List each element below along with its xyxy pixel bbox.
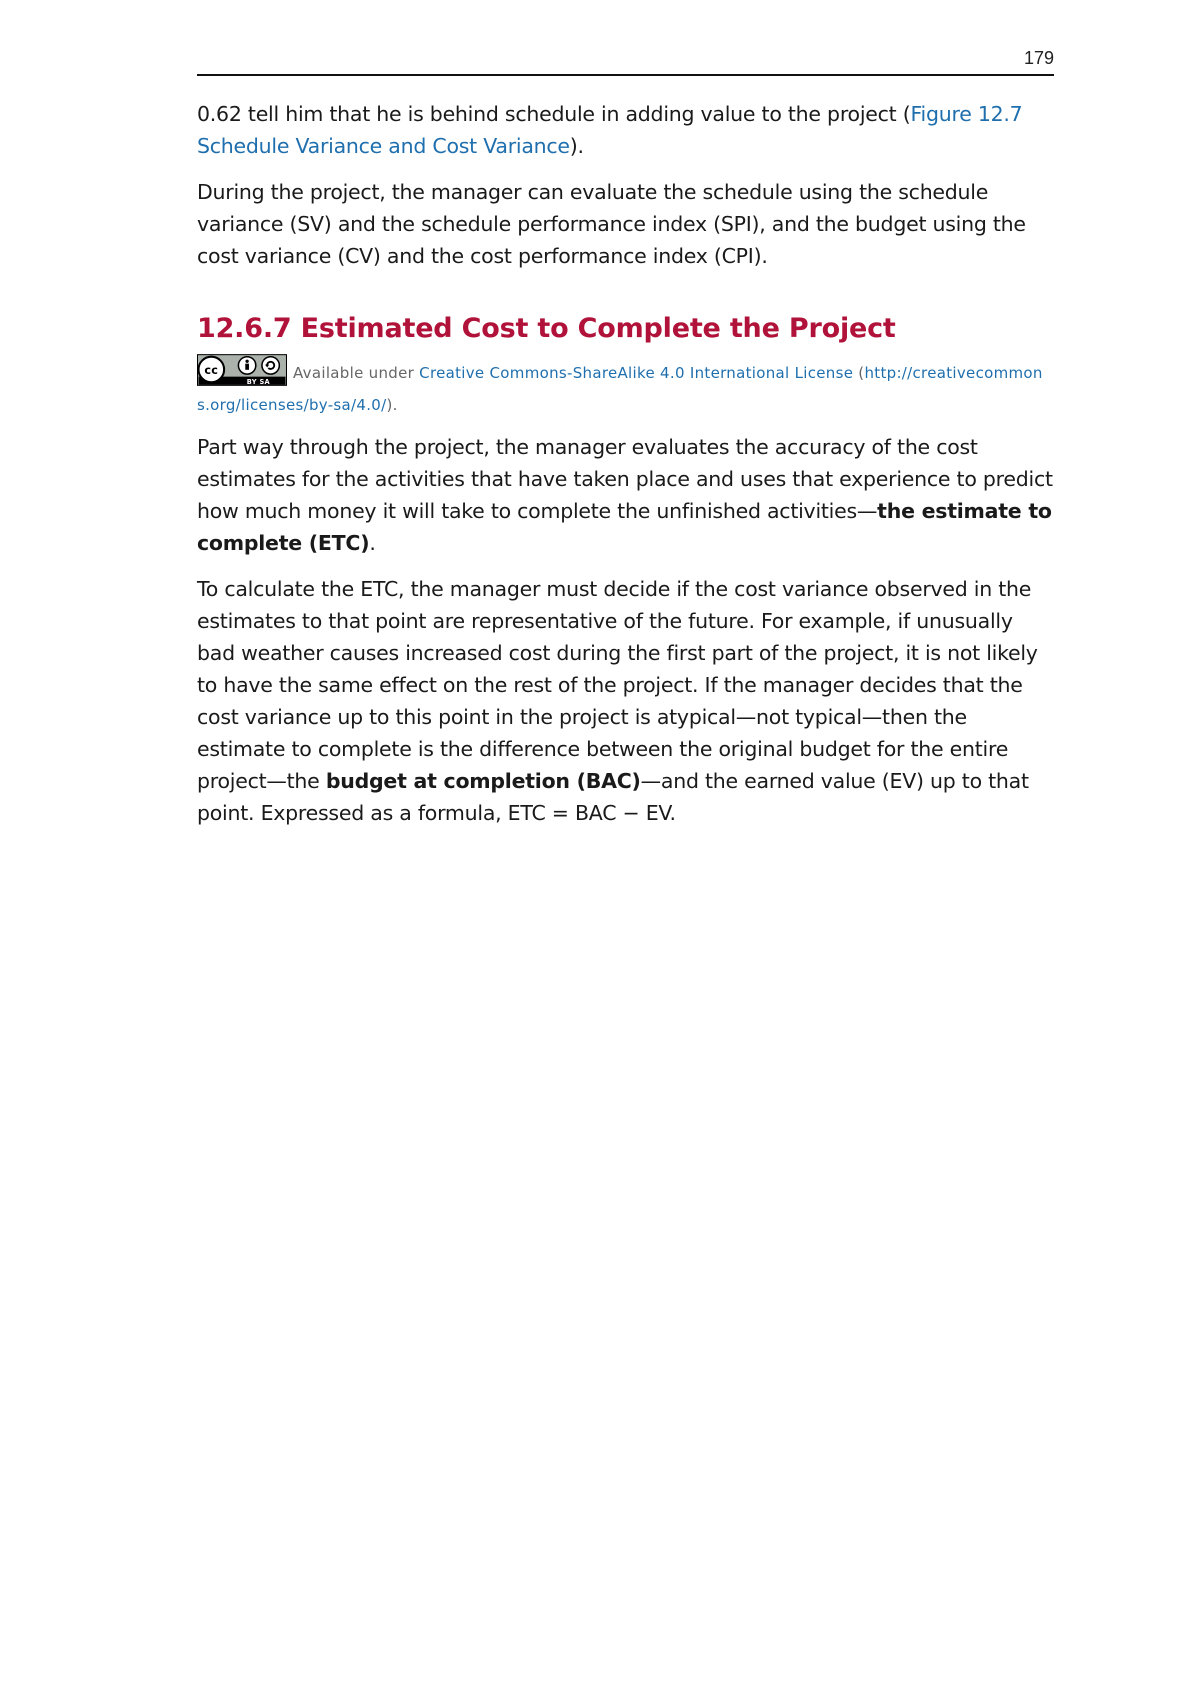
license-name-link[interactable]: Creative Commons-ShareAlike 4.0 International License	[419, 364, 854, 382]
header-rule	[197, 74, 1054, 76]
badge-label: BY SA	[246, 377, 270, 386]
svg-text:cc: cc	[204, 364, 219, 378]
license-url-link[interactable]: http://creativecommons.org/licenses/by-sa/4.0/	[197, 364, 1043, 414]
paragraph-end: ).	[569, 134, 584, 158]
sa-share-alike-icon	[262, 357, 279, 374]
cc-by-sa-badge-icon	[197, 354, 287, 386]
paragraph-end: .	[369, 531, 376, 555]
figure-link[interactable]: Figure 12.7 Schedule Variance and Cost Variance	[197, 102, 1023, 158]
paragraph-etc-definition	[197, 431, 1054, 559]
paragraph-schedule-evaluation: During the project, the manager can evaluate the schedule using the schedule variance (SV) and the schedule performance index (SPI), and the budget using the cost variance (CV) and the cost performance index (CPI).	[197, 180, 1026, 268]
license-prefix: Available under	[293, 364, 420, 382]
page-number: 179	[1023, 48, 1054, 68]
paragraph-schedule-status	[197, 98, 1054, 162]
paragraph-text-continued: —and the earned value (EV) up to that point. Expressed as a formula, ETC = BAC − EV.	[197, 769, 1029, 825]
license-close-paren: ).	[386, 396, 398, 414]
license-open-paren: (	[853, 364, 865, 382]
paragraph-text: 0.62 tell him that he is behind schedule in adding value to the project (	[197, 102, 911, 126]
paragraph-etc-calculation	[197, 573, 1054, 829]
section-heading: 12.6.7 Estimated Cost to Complete the Project	[197, 313, 896, 344]
paragraph-text: Part way through the project, the manager evaluates the accuracy of the cost estimates for the activities that have taken place and uses that experience to predict how much money it will take to complete the unfinished activities—	[197, 435, 1053, 523]
term-etc: the estimate to complete (ETC)	[197, 499, 1052, 555]
license-notice	[197, 354, 1054, 421]
paragraph-text: To calculate the ETC, the manager must decide if the cost variance observed in the estimates to that point are representative of the future. For example, if unusually bad weather causes increased cost during the first part of the project, it is not likely to have the same effect on the rest of the project. If the manager decides that the cost variance up to this point in the project is atypical—not typical—then the estimate to complete is the difference between the original budget for the entire project—the	[197, 577, 1038, 793]
term-bac: budget at completion (BAC)	[325, 769, 641, 793]
page-content	[197, 98, 1054, 843]
